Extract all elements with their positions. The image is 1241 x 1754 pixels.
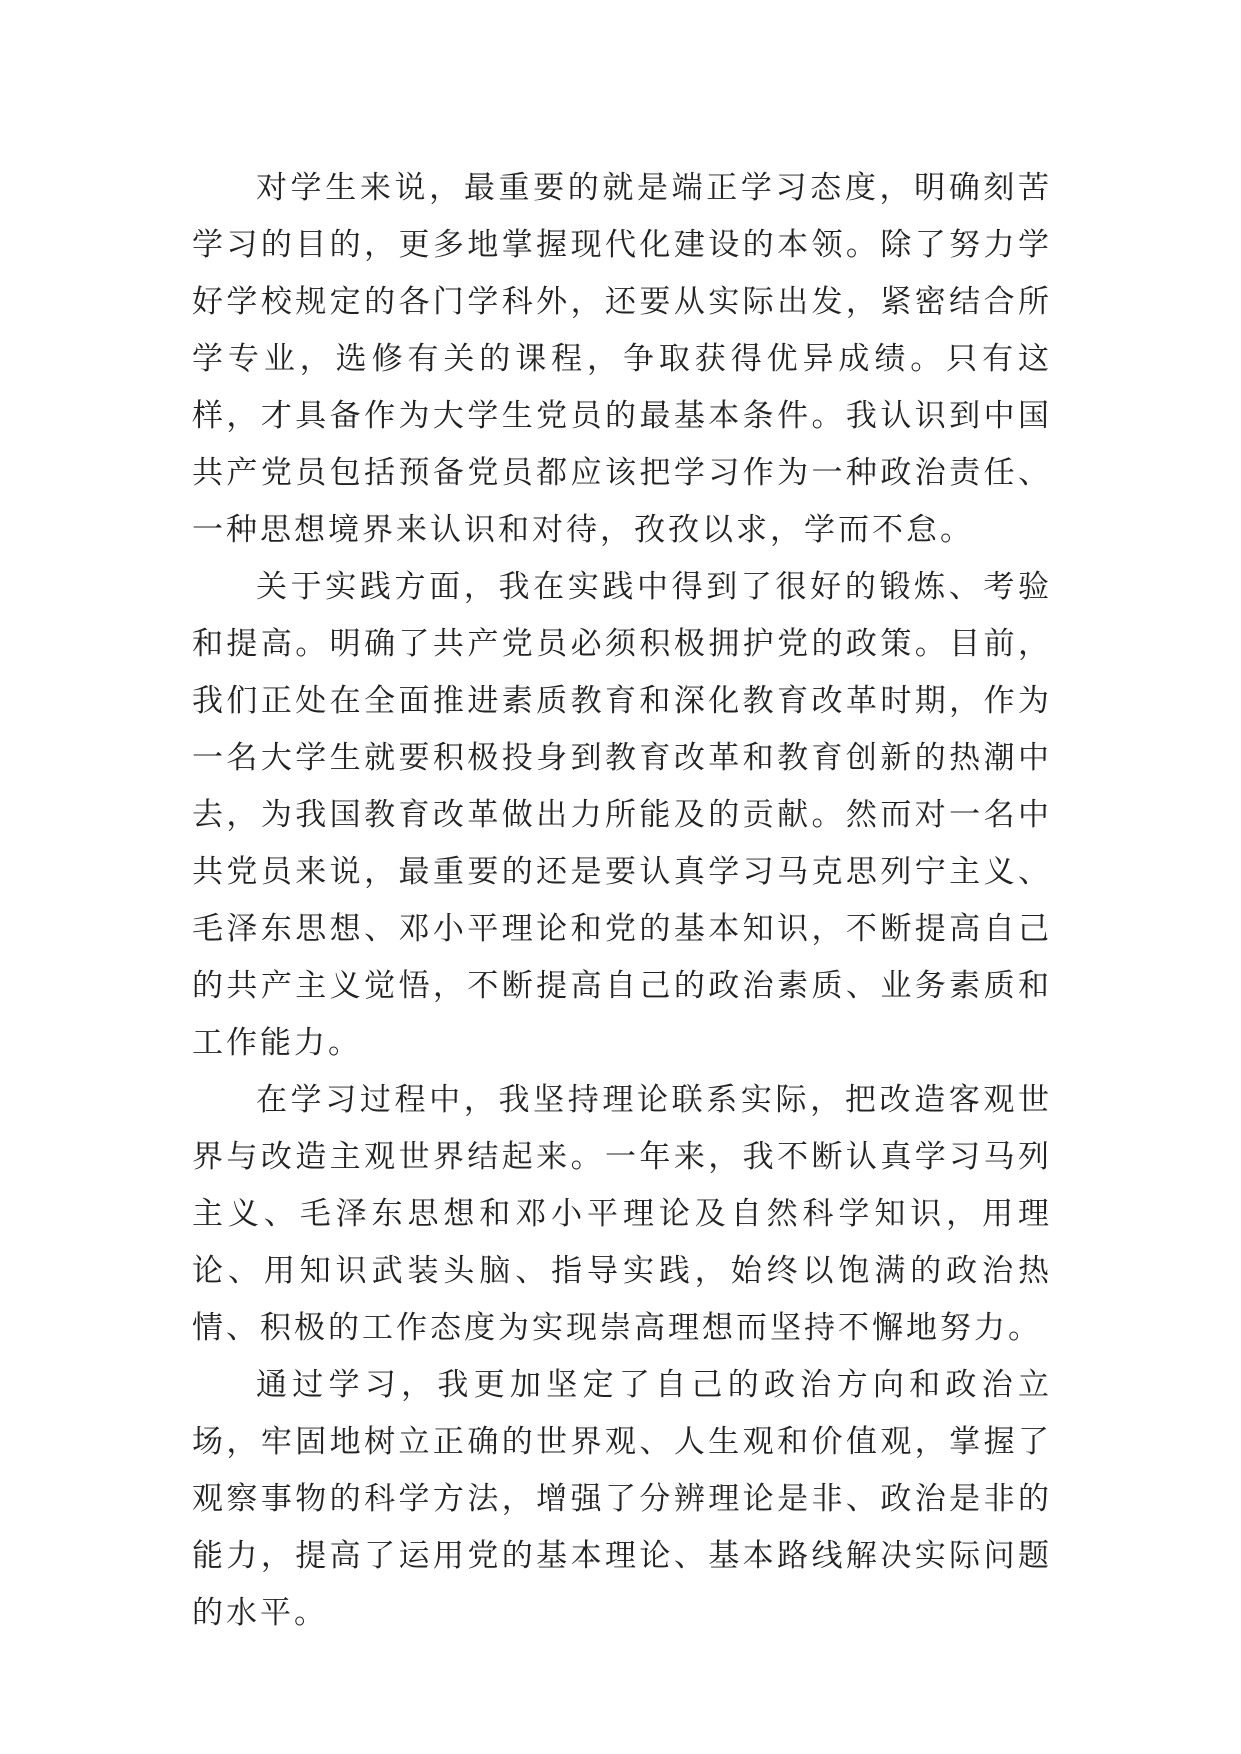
paragraph-study-attitude: 对学生来说，最重要的就是端正学习态度，明确刻苦学习的目的，更多地掌握现代化建设的本领。除了努力学好学校规定的各门学科外，还要从实际出发，紧密结合所学专业，选修有关的课程，争取获得优异成绩。只有这样，才具备作为大学生党员的最基本条件。我认识到中国共产党员包括预备党员都应该把学习作为一种政治责任、一种思想境界来认识和对待，孜孜以求，学而不怠。	[192, 170, 1052, 548]
paragraph-practice: 关于实践方面，我在实践中得到了很好的锻炼、考验和提高。明确了共产党员必须积极拥护党的政策。目前，我们正处在全面推进素质教育和深化教育改革时期，作为一名大学生就要积极投身到教育改革和教育创新的热潮中去，为我国教育改革做出力所能及的贡献。然而对一名中共党员来说，最重要的还是要认真学习马克思列宁主义、毛泽东思想、邓小平理论和党的基本知识，不断提高自己的共产主义觉悟，不断提高自己的政治素质、业务素质和工作能力。	[192, 569, 1052, 1061]
document-body	[192, 160, 1052, 1642]
paragraph-learning-process: 在学习过程中，我坚持理论联系实际，把改造客观世界与改造主观世界结起来。一年来，我不断认真学习马列主义、毛泽东思想和邓小平理论及自然科学知识，用理论、用知识武装头脑、指导实践，始终以饱满的政治热情、积极的工作态度为实现崇高理想而坚持不懈地努力。	[192, 1082, 1052, 1346]
paragraph-through-learning: 通过学习，我更加坚定了自己的政治方向和政治立场，牢固地树立正确的世界观、人生观和价值观，掌握了观察事物的科学方法，增强了分辨理论是非、政治是非的能力，提高了运用党的基本理论、基本路线解决实际问题的水平。	[192, 1367, 1052, 1631]
